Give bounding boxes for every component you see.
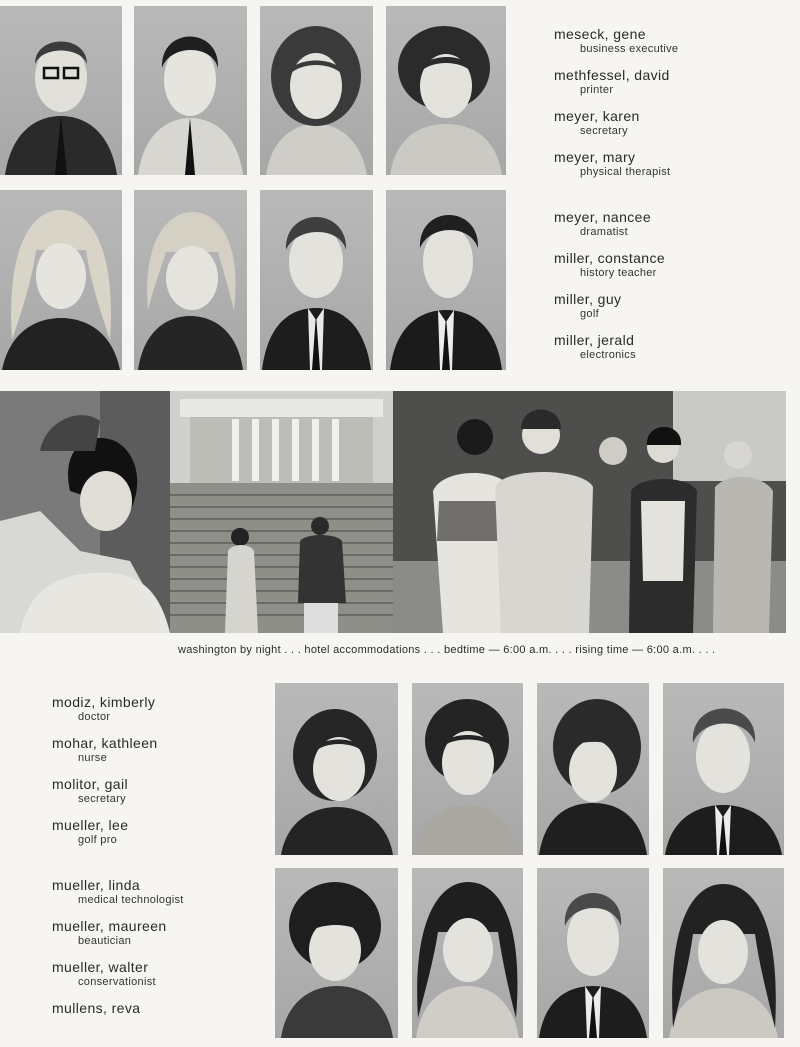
name-entry bbox=[554, 149, 670, 178]
student-occupation: electronics bbox=[580, 349, 636, 361]
portrait-meyer-mary bbox=[386, 6, 506, 175]
portrait-meyer-karen bbox=[260, 6, 373, 175]
student-name: methfessel, david bbox=[554, 67, 670, 83]
student-name: mueller, lee bbox=[52, 817, 129, 833]
student-name: miller, constance bbox=[554, 250, 666, 266]
student-occupation: secretary bbox=[580, 125, 628, 137]
collage-photo-hotel bbox=[0, 391, 170, 633]
portrait-mullens-reva bbox=[663, 868, 784, 1038]
student-occupation: doctor bbox=[78, 711, 111, 723]
student-name: miller, guy bbox=[554, 291, 622, 307]
name-entry bbox=[52, 776, 128, 805]
student-occupation: history teacher bbox=[580, 267, 657, 279]
name-entry bbox=[554, 26, 678, 55]
collage-caption: washington by night . . . hotel accommodations . . . bedtime — 6:00 a.m. . . . rising time — 6:00 a.m. . . . bbox=[178, 644, 716, 656]
portrait-mueller-lee bbox=[663, 683, 784, 855]
name-entry bbox=[52, 959, 156, 988]
student-name: meseck, gene bbox=[554, 26, 646, 42]
student-occupation: golf pro bbox=[78, 834, 118, 846]
student-name: meyer, nancee bbox=[554, 209, 652, 225]
collage-photo-capitol-steps bbox=[170, 391, 393, 633]
student-name: meyer, mary bbox=[554, 149, 636, 165]
portrait-modiz-kimberly bbox=[275, 683, 398, 855]
portrait-molitor-gail bbox=[537, 683, 649, 855]
student-occupation: nurse bbox=[78, 752, 108, 764]
portrait-mueller-maureen bbox=[412, 868, 523, 1038]
name-entry bbox=[52, 877, 184, 906]
portrait-miller-jerald bbox=[386, 190, 506, 370]
name-entry bbox=[554, 332, 636, 361]
student-name: miller, jerald bbox=[554, 332, 635, 348]
name-entry bbox=[554, 108, 640, 137]
student-occupation: golf bbox=[580, 308, 599, 320]
name-entry bbox=[554, 250, 665, 279]
name-entry bbox=[52, 817, 128, 846]
student-occupation: medical technologist bbox=[78, 894, 184, 906]
student-name: mueller, walter bbox=[52, 959, 149, 975]
portrait-mueller-walter bbox=[537, 868, 649, 1038]
student-name: mullens, reva bbox=[52, 1000, 141, 1016]
student-name: molitor, gail bbox=[52, 776, 129, 792]
portrait-miller-constance bbox=[134, 190, 247, 370]
name-entry bbox=[52, 1000, 140, 1017]
student-name: modiz, kimberly bbox=[52, 694, 156, 710]
name-entry bbox=[52, 735, 158, 764]
name-entry bbox=[52, 918, 167, 947]
name-entry bbox=[554, 291, 621, 320]
collage-photo-crowd bbox=[393, 391, 786, 633]
student-name: meyer, karen bbox=[554, 108, 640, 124]
student-occupation: printer bbox=[580, 84, 614, 96]
portrait-methfessel-david bbox=[134, 6, 247, 175]
student-occupation: business executive bbox=[580, 43, 679, 55]
portrait-meyer-nancee bbox=[0, 190, 122, 370]
portrait-meseck-gene bbox=[0, 6, 122, 175]
student-occupation: conservationist bbox=[78, 976, 156, 988]
student-name: mueller, maureen bbox=[52, 918, 167, 934]
name-entry bbox=[52, 694, 155, 723]
portrait-mueller-linda bbox=[275, 868, 398, 1038]
student-name: mohar, kathleen bbox=[52, 735, 158, 751]
student-occupation: physical therapist bbox=[580, 166, 671, 178]
student-name: mueller, linda bbox=[52, 877, 141, 893]
portrait-miller-guy bbox=[260, 190, 373, 370]
student-occupation: secretary bbox=[78, 793, 126, 805]
student-occupation: beautician bbox=[78, 935, 132, 947]
name-entry bbox=[554, 67, 670, 96]
portrait-mohar-kathleen bbox=[412, 683, 523, 855]
student-occupation: dramatist bbox=[580, 226, 628, 238]
name-entry bbox=[554, 209, 651, 238]
